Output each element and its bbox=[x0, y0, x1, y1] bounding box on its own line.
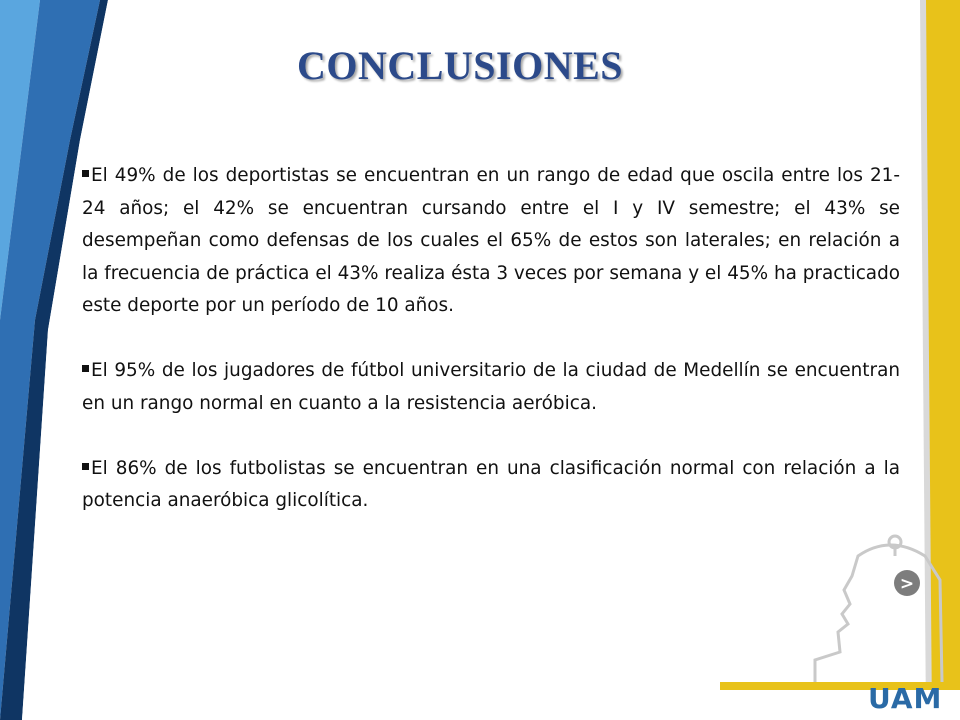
bullet-text: El 49% de los deportistas se encuentran en un rango de edad que oscila entre los 21-24 años; el 42% se encuentran cursando entre el I y IV semestre; el 43% se desempeñan como defensas de los cuales el 65% de estos son laterales; en relación a la frecuencia de práctica el 43% realiza ésta 3 veces por semana y el 45% ha practicado este deporte por un período de 10 años. bbox=[82, 165, 900, 316]
bullet-item bbox=[82, 453, 900, 518]
arrow-symbol: > bbox=[899, 574, 915, 594]
conclusions-list bbox=[82, 160, 900, 550]
bullet-item bbox=[82, 355, 900, 420]
bullet-text: El 86% de los futbolistas se encuentran en una clasificación normal con relación a la potencia anaeróbica glicolítica. bbox=[82, 457, 900, 511]
head-silhouette-icon bbox=[815, 536, 942, 682]
bullet-text: El 95% de los jugadores de fútbol universitario de la ciudad de Medellín se encuentran en un rango normal en cuanto a la resistencia aeróbica. bbox=[82, 360, 900, 414]
bullet-item bbox=[82, 160, 900, 323]
uam-logo-text: UAM bbox=[868, 682, 943, 715]
square-bullet-icon bbox=[82, 463, 89, 470]
square-bullet-icon bbox=[82, 365, 89, 372]
square-bullet-icon bbox=[82, 170, 89, 177]
slide-title: CONCLUSIONES bbox=[296, 43, 624, 88]
